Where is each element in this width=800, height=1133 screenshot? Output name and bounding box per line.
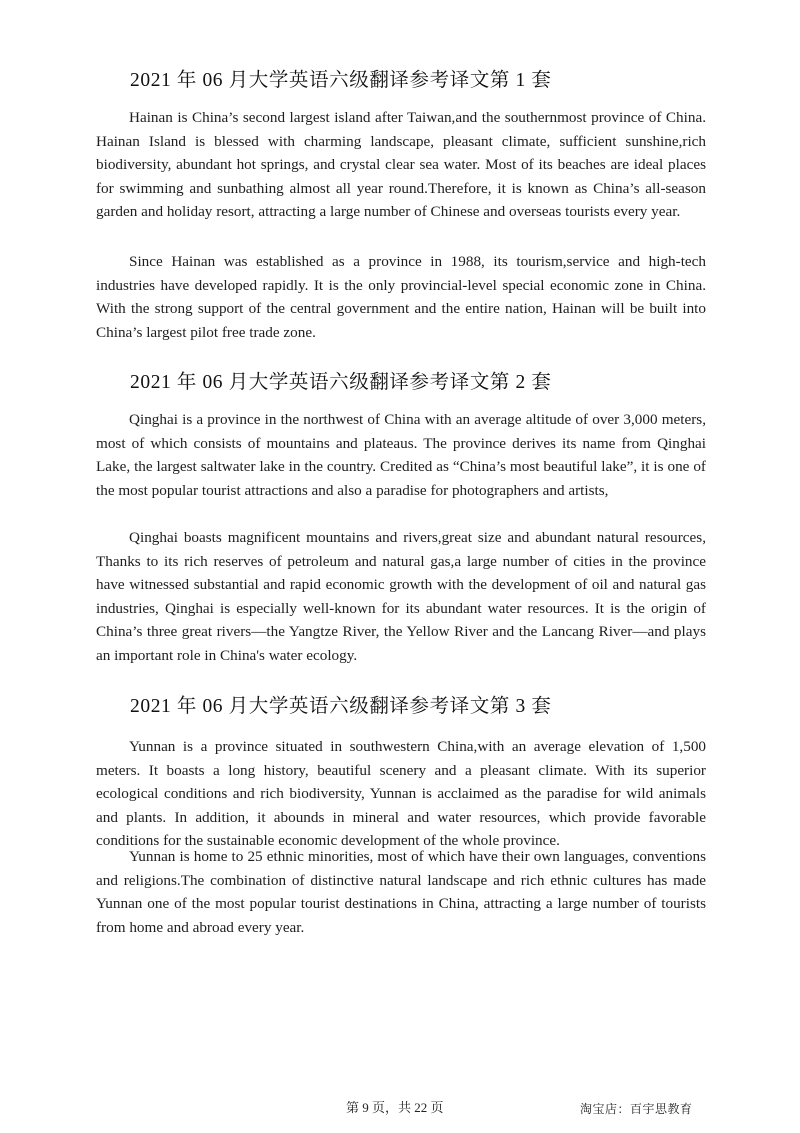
section-1-paragraph-2: Since Hainan was established as a province in 1988, its tourism,service and high-tech industries have developed rapidly. It is the only provincial-level special economic zone in China. With the strong support of the central government and the entire nation, Hainan will be built into China’s largest pilot free trade zone. (96, 253, 706, 341)
section-2-paragraph-2: Qinghai boasts magnificent mountains and rivers,great size and abundant natural resources, Thanks to its rich reserves of petroleum and natural gas,a large number of cities in the province have witnessed substantial and rapid economic growth with the development of oil and natural gas industries, Qinghai is especially well-known for its abundant water resources. It is the origin of China’s three great rivers—the Yangtze River, the Yellow River and the Lancang River—and plays an important role in China's water ecology. (96, 529, 706, 664)
section-1-paragraph-1: Hainan is China’s second largest island after Taiwan,and the southernmost province of China. Hainan Island is blessed with charming landscape, pleasant climate, sufficient sunshine,rich biodiversity, abundant hot springs, and crystal clear sea water. Most of its beaches are ideal places for swimming and sunbathing almost all year round.Therefore, it is known as China’s all-season garden and holiday resort, attracting a large number of Chinese and overseas tourists every year. (96, 109, 706, 220)
section-2-paragraph-1: Qinghai is a province in the northwest of China with an average altitude of over 3,000 meters, most of which consists of mountains and plateaus. The province derives its name from Qinghai Lake, the largest saltwater lake in the country. Credited as “China’s most beautiful lake”, it is one of the most popular tourist attractions and also a paradise for photographers and artists, (96, 411, 706, 499)
section-3-paragraph-2: Yunnan is home to 25 ethnic minorities, most of which have their own languages, conventions and religions.The combination of distinctive natural landscape and rich ethnic cultures has made Yunnan one of the most popular tourist destinations in China, attracting a large number of tourists from home and abroad every year. (96, 848, 706, 936)
section-3-title: 2021 年 06 月大学英语六级翻译参考译文第 3 套 (130, 696, 552, 717)
section-3-paragraph-1: Yunnan is a province situated in southwestern China,with an average elevation of 1,500 meters. It boasts a long history, beautiful scenery and a pleasant climate. With its superior ecological conditions and rich biodiversity, Yunnan is acclaimed as the paradise for wild animals and plants. In addition, it abounds in mineral and water resources, which provide favorable conditions for the sustainable economic development of the whole province. (96, 738, 706, 849)
section-2-title: 2021 年 06 月大学英语六级翻译参考译文第 2 套 (130, 372, 552, 393)
section-1-title: 2021 年 06 月大学英语六级翻译参考译文第 1 套 (130, 70, 552, 91)
page-number: 第 9 页，共 22 页 (346, 1100, 444, 1115)
shop-watermark: 淘宝店：百宇思教育 (580, 1102, 693, 1116)
